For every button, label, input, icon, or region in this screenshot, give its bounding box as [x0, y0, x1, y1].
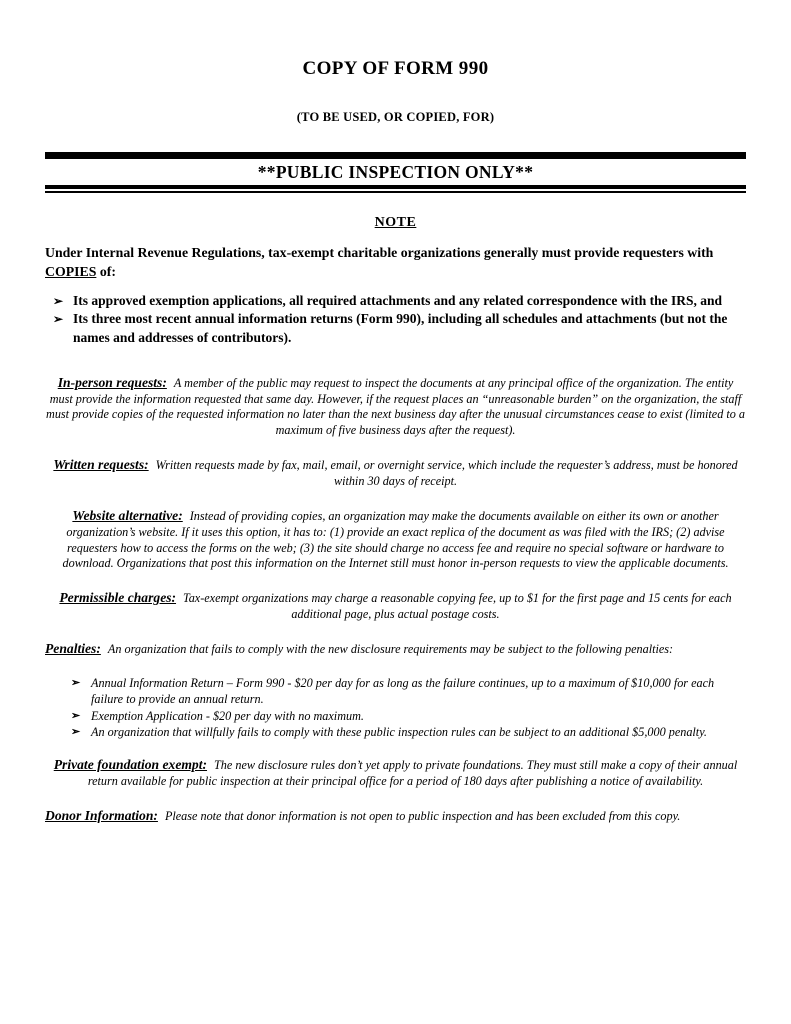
penalties-bullet-list: [71, 675, 746, 741]
penalty-bullet-text: An organization that willfully fails to comply with these public inspection rules can be subject to an additional $5,000 penalty.: [91, 725, 707, 740]
section-body: Instead of providing copies, an organization may make the documents available on either its own or another organization’s website. If it uses this option, it has to: (1) provide an exact replica of the document as was filed with the IRS; (2) advise requesters how to access the forms on the web; (3) the site should charge no access fee and require no special software or hardware to download. Organizations that post this information on the Internet still must honor in-person requests to view the applicable documents.: [62, 508, 729, 571]
section-heading: Written requests:: [53, 457, 149, 473]
arrow-bullet-icon: ➢: [53, 294, 64, 309]
list-item: [45, 310, 746, 346]
section-website-alternative: [45, 507, 746, 572]
section-heading: Penalties:: [45, 641, 101, 657]
section-body: Written requests made by fax, mail, email, or overnight service, which include the requester’s address, must be honored within 30 days of receipt.: [155, 458, 738, 489]
note-heading-text: NOTE: [374, 215, 417, 230]
section-heading: Website alternative:: [72, 507, 183, 523]
bullet-text: Its approved exemption applications, all required attachments and any related correspondence with the IRS, and: [73, 293, 723, 309]
section-written-requests: [45, 456, 746, 490]
copies-bullet-list: [45, 292, 746, 347]
bullet-text: Its three most recent annual information returns (Form 990), including all schedules and attachments (but not the names and addresses of contributors).: [73, 311, 728, 345]
intro-paragraph: [45, 243, 746, 281]
penalty-bullet-text: Exemption Application - $20 per day with no maximum.: [91, 708, 364, 723]
section-body: Tax-exempt organizations may charge a reasonable copying fee, up to $1 for the first page and 15 cents for each additional page, plus actual postage costs.: [183, 591, 732, 622]
section-penalties: [45, 640, 746, 658]
section-body: The new disclosure rules don’t yet apply to private foundations. They must still make a copy of their annual return available for public inspection at their principal office for a period of 180 days after publishing a notice of availability.: [87, 757, 738, 788]
list-item: [71, 708, 746, 725]
section-private-foundation-exempt: [45, 756, 746, 790]
page-title: COPY OF FORM 990: [302, 58, 489, 79]
note-heading: [45, 215, 746, 231]
banner-bottom-rule-thin: [45, 191, 746, 193]
section-permissible-charges: [45, 589, 746, 623]
banner-text: **PUBLIC INSPECTION ONLY**: [257, 162, 534, 182]
arrow-bullet-icon: ➢: [53, 312, 64, 327]
sections-container: [45, 374, 746, 825]
intro-text-before: Under Internal Revenue Regulations, tax-exempt charitable organizations generally must provide requesters with: [45, 245, 714, 260]
section-body: Please note that donor information is not open to public inspection and has been excluded from this copy.: [164, 808, 681, 823]
list-item: [45, 292, 746, 310]
section-body: An organization that fails to comply with the new disclosure requirements may be subject to the following penalties:: [107, 642, 674, 657]
section-heading: Donor Information:: [45, 807, 158, 823]
section-body: A member of the public may request to inspect the documents at any principal office of the organization. The entity must provide the information requested that same day. However, if the request places an “unreasonable burden” on the organization, the staff must provide copies of the requested information no later than the next business day after the unusual circumstances cease to exist (limited to a maximum of five business days after the request).: [46, 375, 745, 438]
arrow-bullet-icon: ➢: [71, 709, 81, 722]
section-heading: Permissible charges:: [59, 590, 177, 606]
page-subtitle: (TO BE USED, OR COPIED, FOR): [296, 110, 495, 124]
section-donor-information: [45, 807, 746, 825]
penalty-bullet-text: Annual Information Return – Form 990 - $20 per day for as long as the failure continues, up to a maximum of $10,000 for each failure to provide an annual return.: [91, 675, 715, 707]
list-item: [71, 724, 746, 741]
intro-copies-word: COPIES: [45, 264, 97, 280]
arrow-bullet-icon: ➢: [71, 726, 81, 739]
arrow-bullet-icon: ➢: [71, 676, 81, 689]
public-inspection-banner: [45, 152, 746, 193]
banner-top-rule: [45, 152, 746, 159]
section-in-person-requests: [45, 374, 746, 439]
section-heading: In-person requests:: [57, 374, 167, 390]
list-item: [71, 675, 746, 708]
intro-text-after: of:: [96, 264, 116, 280]
section-heading: Private foundation exempt:: [53, 756, 208, 772]
